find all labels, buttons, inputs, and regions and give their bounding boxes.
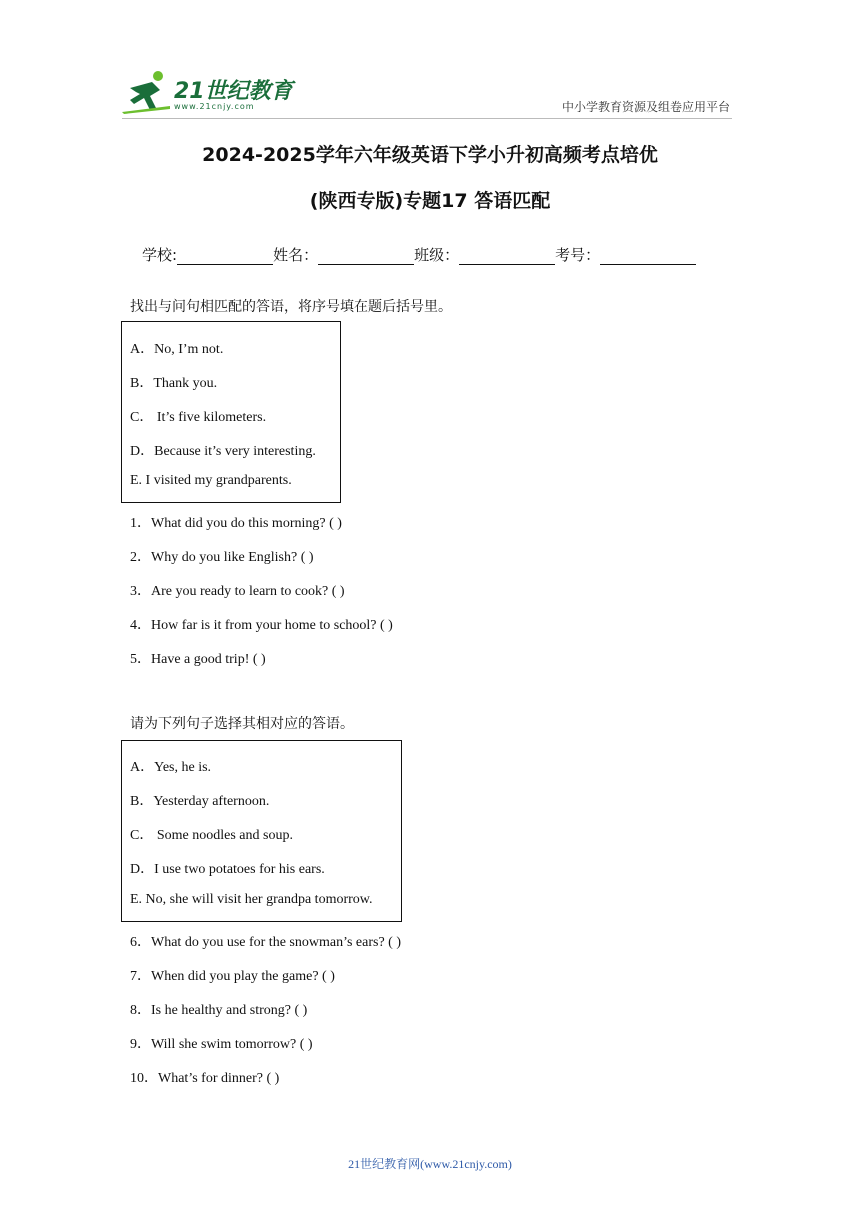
- name-label: 姓名：: [273, 246, 319, 264]
- school-label: 学校:: [142, 246, 178, 264]
- class-label: 班级：: [414, 246, 460, 264]
- exam-number-label: 考号：: [555, 246, 601, 264]
- platform-name: 中小学教育资源及组卷应用平台: [561, 100, 730, 114]
- question-item: 7．When did you play the game? ( ): [130, 969, 335, 984]
- option-item: B．Yesterday afternoon.: [130, 794, 270, 809]
- option-item: E. No, she will visit her grandpa tomorrow.: [130, 892, 373, 907]
- section2-instruction: 请为下列句子选择其相对应的答语。: [130, 717, 354, 732]
- school-blank[interactable]: [177, 248, 273, 265]
- header-divider: [122, 118, 732, 119]
- option-item: E. I visited my grandparents.: [130, 473, 292, 488]
- page-subtitle: (陕西专版)专题17 答语匹配: [309, 190, 551, 212]
- option-item: D．Because it’s very interesting.: [130, 444, 316, 459]
- question-item: 2．Why do you like English? ( ): [130, 550, 314, 565]
- exam-number-blank[interactable]: [600, 248, 696, 265]
- question-item: 9．Will she swim tomorrow? ( ): [130, 1037, 313, 1052]
- class-blank[interactable]: [459, 248, 555, 265]
- option-item: C． It’s five kilometers.: [130, 410, 267, 425]
- question-item: 10．What’s for dinner? ( ): [130, 1071, 280, 1086]
- question-item: 3．Are you ready to learn to cook? ( ): [130, 584, 345, 599]
- option-item: A．Yes, he is.: [130, 760, 212, 775]
- option-item: C． Some noodles and soup.: [130, 828, 293, 843]
- option-item: B．Thank you.: [130, 376, 218, 391]
- option-item: D．I use two potatoes for his ears.: [130, 862, 325, 877]
- runner-icon: [122, 68, 172, 114]
- section1-options-box: [121, 321, 341, 503]
- logo-text: 21世纪教育: [174, 79, 293, 104]
- question-item: 5．Have a good trip! ( ): [130, 652, 266, 667]
- question-item: 6．What do you use for the snowman’s ears? ( ): [130, 935, 401, 950]
- logo-url: www.21cnjy.com: [174, 102, 255, 111]
- logo: [122, 66, 292, 116]
- student-info-row: [142, 244, 696, 265]
- question-item: 8．Is he healthy and strong? ( ): [130, 1003, 308, 1018]
- section1-instruction: 找出与问句相匹配的答语，将序号填在题后括号里。: [130, 300, 452, 315]
- option-item: A．No, I’m not.: [130, 342, 224, 357]
- page-title: 2024-2025学年六年级英语下学小升初高频考点培优: [202, 144, 658, 166]
- footer-link[interactable]: 21世纪教育网(www.21cnjy.com): [348, 1157, 512, 1171]
- question-item: 4．How far is it from your home to school? ( ): [130, 618, 393, 633]
- name-blank[interactable]: [318, 248, 414, 265]
- section2-options-box: [121, 740, 402, 922]
- question-item: 1．What did you do this morning? ( ): [130, 516, 342, 531]
